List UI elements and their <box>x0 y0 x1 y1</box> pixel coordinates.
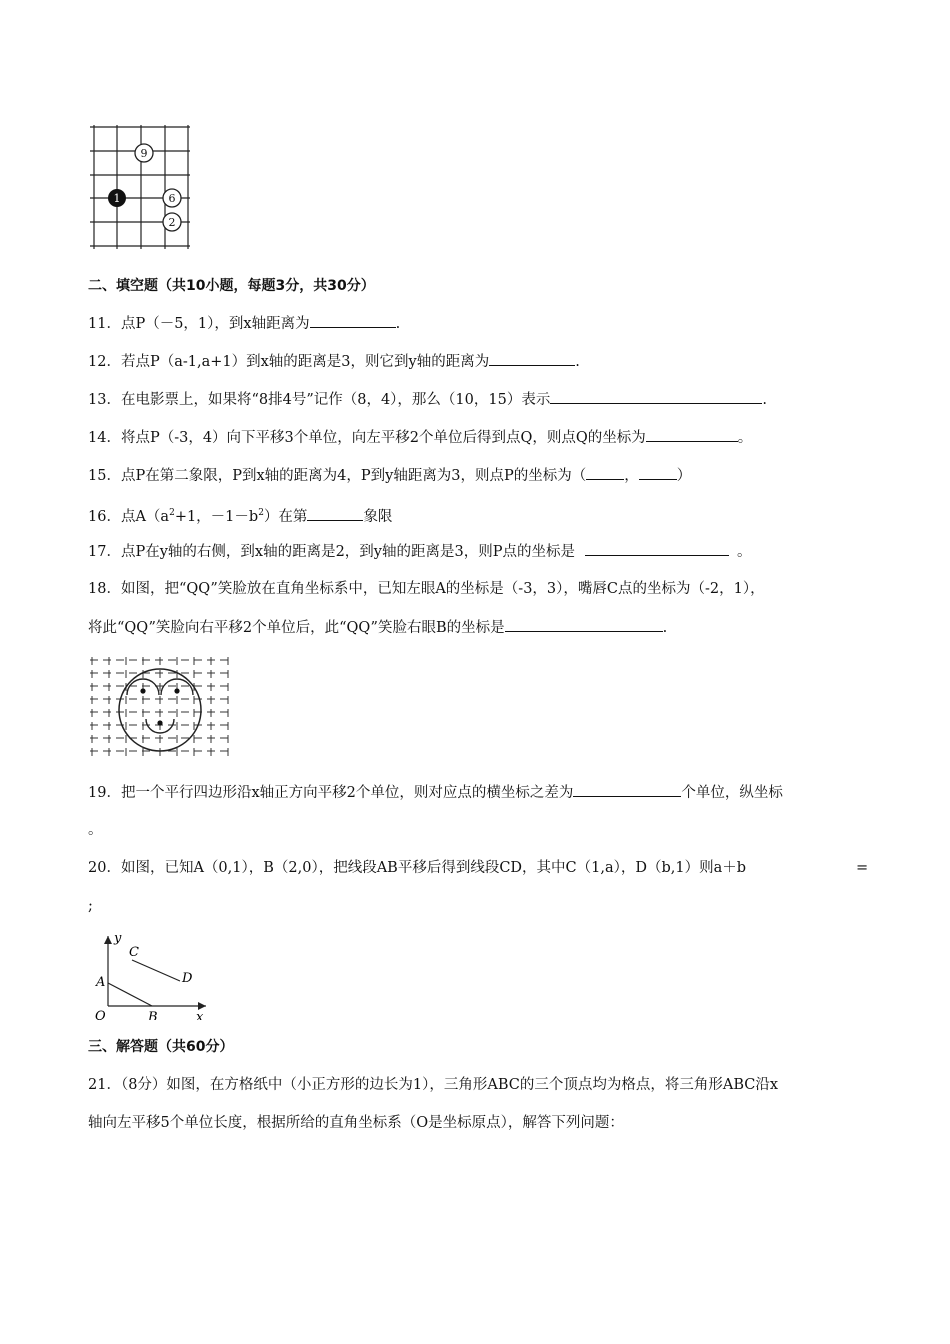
answer-blank[interactable] <box>489 351 575 366</box>
question-20: 20．如图，已知A（0,1），B（2,0），把线段AB平移后得到线段CD，其中C（1,a），D（b,1）则a＋b <box>88 860 747 876</box>
answer-blank[interactable] <box>573 782 681 797</box>
point-c-label: C <box>129 945 139 960</box>
question-14: 14．将点P（-3，4）向下平移3个单位，向左平移2个单位后得到点Q，则点Q的坐标为 。 <box>88 427 752 448</box>
segment-cd <box>132 960 180 981</box>
left-eye-point <box>140 688 145 693</box>
svg-text:9: 9 <box>140 147 148 160</box>
go-stone-white-2 <box>163 213 181 231</box>
qq-smiley-figure <box>86 655 234 761</box>
origin-label: O <box>95 1009 106 1020</box>
segment-translation-figure <box>92 928 216 1020</box>
answer-blank[interactable] <box>585 541 729 556</box>
answer-blank[interactable] <box>646 427 738 442</box>
point-d-label: D <box>182 971 193 986</box>
answer-blank[interactable] <box>505 617 663 632</box>
answer-blank-x[interactable] <box>586 465 624 480</box>
point-b-label: B <box>148 1010 158 1020</box>
question-20-equals: = <box>856 860 869 876</box>
question-12: 12．若点P（a-1,a+1）到x轴的距离是3，则它到y轴的距离为 . <box>88 351 580 372</box>
go-stone-white-6 <box>163 189 181 207</box>
question-18-line-2: 将此“QQ”笑脸向右平移2个单位后，此“QQ”笑脸右眼B的坐标是 . <box>88 617 667 638</box>
answer-blank[interactable] <box>310 313 396 328</box>
question-16: 16．点$A(a^2+1$，$-1-b^2$）在第 象限 <box>88 503 392 527</box>
svg-text:2: 2 <box>168 216 176 229</box>
question-20-line-2: ; <box>88 898 93 914</box>
section-title-fill-in: 二、填空题（共10小题，每题3分，共30分） <box>88 278 375 294</box>
question-19: 19．把一个平行四边形沿x轴正方向平移2个单位，则对应点的横坐标之差为 个单位，纵坐标 <box>88 782 783 803</box>
question-21-line-1: 21．（8分）如图，在方格纸中（小正方形的边长为1），三角形ABC的三个顶点均为格点，将三角形ABC沿x <box>88 1077 779 1093</box>
question-15: 15．点P在第二象限，P到x轴的距离为4，P到y轴距离为3，则点P的坐标为（ ， ） <box>88 465 691 486</box>
question-21-line-2: 轴向左平移5个单位长度，根据所给的直角坐标系（O是坐标原点），解答下列问题： <box>88 1115 624 1131</box>
svg-text:1: 1 <box>113 192 121 205</box>
point-a-label: A <box>96 975 106 990</box>
question-19-line-2: 。 <box>88 822 103 838</box>
question-13: 13．在电影票上，如果将“8排4号”记作（8，4），那么（10，15）表示 . <box>88 389 767 410</box>
segment-ab <box>108 983 152 1006</box>
x-axis-label: x <box>196 1010 204 1020</box>
question-17: 17．点P在y轴的右侧，到x轴的距离是2，到y轴的距离是3，则P点的坐标是 。 <box>88 541 751 562</box>
go-board-figure <box>86 125 196 251</box>
answer-blank[interactable] <box>307 506 363 521</box>
right-eye-point <box>174 688 179 693</box>
question-18-line-1: 18．如图，把“QQ”笑脸放在直角坐标系中，已知左眼A的坐标是（-3，3），嘴唇C点的坐标为（-2，1）， <box>88 581 765 597</box>
svg-text:6: 6 <box>168 192 176 205</box>
answer-blank[interactable] <box>550 389 762 404</box>
section-title-answer: 三、解答题（共60分） <box>88 1039 234 1055</box>
answer-blank-y[interactable] <box>639 465 677 480</box>
go-stone-white-9 <box>135 144 153 162</box>
mouth-point <box>157 720 162 725</box>
y-axis-label: y <box>114 931 122 946</box>
question-11: 11．点P（－5，1），到x轴距离为 . <box>88 313 400 334</box>
go-stone-black-1 <box>108 189 126 207</box>
